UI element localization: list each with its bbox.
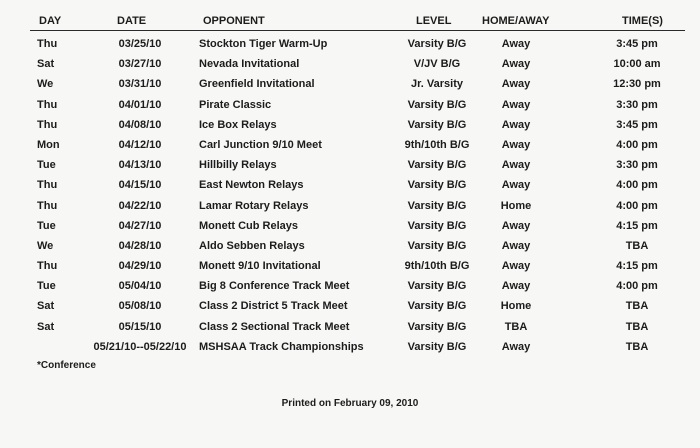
- cell-date: 05/04/10: [118, 280, 162, 293]
- cell-day: Thu: [37, 179, 58, 192]
- table-row: [0, 175, 700, 195]
- cell-day: Thu: [37, 260, 58, 273]
- cell-home-away: Away: [501, 260, 531, 273]
- cell-level: Varsity B/G: [407, 300, 467, 313]
- table-header: [0, 13, 700, 29]
- cell-opponent: Carl Junction 9/10 Meet: [199, 138, 322, 151]
- cell-level: Varsity B/G: [407, 98, 467, 111]
- cell-level: V/JV B/G: [413, 58, 461, 71]
- cell-date: 04/28/10: [118, 239, 162, 252]
- table-row: [0, 276, 700, 296]
- cell-time: 3:30 pm: [616, 159, 658, 172]
- cell-day: Tue: [37, 159, 56, 172]
- table-row: [0, 216, 700, 236]
- cell-home-away: TBA: [504, 320, 528, 333]
- header-times: TIME(S): [622, 15, 663, 27]
- cell-opponent: Monett Cub Relays: [199, 219, 299, 232]
- cell-day: Sat: [37, 320, 55, 333]
- cell-home-away: Home: [500, 199, 532, 212]
- cell-level: Jr. Varsity: [411, 78, 463, 91]
- cell-level: Varsity B/G: [407, 280, 467, 293]
- cell-time: 4:15 pm: [616, 260, 658, 273]
- table-row: [0, 296, 700, 316]
- table-row: [0, 74, 700, 94]
- header-day: DAY: [39, 15, 62, 27]
- cell-home-away: Away: [501, 38, 531, 50]
- cell-level: Varsity B/G: [407, 340, 467, 353]
- cell-date: 05/15/10: [118, 320, 162, 333]
- cell-level: Varsity B/G: [407, 219, 467, 232]
- cell-home-away: Away: [501, 138, 531, 151]
- cell-date: 05/21/10--05/22/10: [93, 340, 187, 353]
- cell-time: 12:30 pm: [613, 78, 661, 91]
- table-row: [0, 155, 700, 175]
- cell-home-away: Away: [501, 159, 531, 172]
- cell-date: 04/15/10: [118, 179, 162, 192]
- table-row: [0, 256, 700, 276]
- cell-day: Thu: [37, 98, 58, 111]
- table-row: [0, 337, 700, 357]
- cell-time: 3:45 pm: [616, 38, 658, 50]
- header-divider: [30, 30, 685, 31]
- cell-time: 3:30 pm: [616, 98, 658, 111]
- cell-opponent: Hillbilly Relays: [199, 159, 277, 172]
- cell-date: 03/25/10: [118, 38, 162, 50]
- cell-date: 04/29/10: [118, 260, 162, 273]
- printed-date: Printed on February 09, 2010: [281, 398, 419, 409]
- cell-time: 4:15 pm: [616, 219, 658, 232]
- cell-day: Tue: [37, 280, 56, 293]
- cell-date: 04/27/10: [118, 219, 162, 232]
- cell-time: 4:00 pm: [616, 179, 658, 192]
- cell-level: Varsity B/G: [407, 159, 467, 172]
- header-opponent: OPPONENT: [203, 15, 265, 27]
- header-home-away: HOME/AWAY: [482, 15, 550, 27]
- footnote: *Conference: [37, 360, 96, 371]
- cell-date: 04/13/10: [118, 159, 162, 172]
- cell-date: 03/27/10: [118, 58, 162, 71]
- cell-day: We: [37, 78, 54, 91]
- cell-day: Thu: [37, 199, 58, 212]
- cell-time: TBA: [625, 239, 649, 252]
- cell-day: We: [37, 239, 54, 252]
- table-row: [0, 95, 700, 115]
- cell-opponent: MSHSAA Track Championships: [199, 340, 364, 353]
- cell-date: 03/31/10: [118, 78, 162, 91]
- cell-date: 04/22/10: [118, 199, 162, 212]
- header-date: DATE: [117, 15, 147, 27]
- cell-level: Varsity B/G: [407, 38, 467, 50]
- cell-opponent: Pirate Classic: [199, 98, 272, 111]
- cell-opponent: East Newton Relays: [199, 179, 304, 192]
- cell-day: Mon: [37, 138, 60, 151]
- table-row: [0, 317, 700, 337]
- cell-level: 9th/10th B/G: [404, 260, 470, 273]
- cell-level: Varsity B/G: [407, 239, 467, 252]
- cell-time: 10:00 am: [613, 58, 661, 71]
- cell-level: 9th/10th B/G: [404, 138, 470, 151]
- cell-opponent: Stockton Tiger Warm-Up: [199, 38, 328, 50]
- cell-home-away: Away: [501, 78, 531, 91]
- cell-date: 04/12/10: [118, 138, 162, 151]
- cell-home-away: Away: [501, 340, 531, 353]
- cell-time: 4:00 pm: [616, 138, 658, 151]
- cell-opponent: Class 2 Sectional Track Meet: [199, 320, 350, 333]
- cell-date: 04/01/10: [118, 98, 162, 111]
- table-row: [0, 135, 700, 155]
- table-row: [0, 236, 700, 256]
- schedule-table: [0, 34, 700, 357]
- cell-time: TBA: [625, 320, 649, 333]
- cell-opponent: Nevada Invitational: [199, 58, 300, 71]
- table-row: [0, 54, 700, 74]
- cell-home-away: Away: [501, 239, 531, 252]
- cell-opponent: Aldo Sebben Relays: [199, 239, 305, 252]
- cell-level: Varsity B/G: [407, 199, 467, 212]
- table-row: [0, 34, 700, 54]
- cell-home-away: Away: [501, 58, 531, 71]
- cell-day: Sat: [37, 58, 55, 71]
- table-row: [0, 115, 700, 135]
- cell-home-away: Away: [501, 280, 531, 293]
- cell-day: Tue: [37, 219, 56, 232]
- header-level: LEVEL: [416, 15, 452, 27]
- cell-time: 4:00 pm: [616, 280, 658, 293]
- cell-home-away: Away: [501, 118, 531, 131]
- cell-opponent: Class 2 District 5 Track Meet: [199, 300, 348, 313]
- cell-opponent: Big 8 Conference Track Meet: [199, 280, 350, 293]
- cell-time: 4:00 pm: [616, 199, 658, 212]
- cell-home-away: Away: [501, 98, 531, 111]
- cell-date: 04/08/10: [118, 118, 162, 131]
- cell-opponent: Lamar Rotary Relays: [199, 199, 309, 212]
- cell-opponent: Monett 9/10 Invitational: [199, 260, 321, 273]
- cell-day: Sat: [37, 300, 55, 313]
- table-row: [0, 196, 700, 216]
- cell-date: 05/08/10: [118, 300, 162, 313]
- cell-day: Thu: [37, 38, 58, 50]
- cell-level: Varsity B/G: [407, 179, 467, 192]
- cell-time: TBA: [625, 300, 649, 313]
- cell-home-away: Home: [500, 300, 532, 313]
- cell-opponent: Greenfield Invitational: [199, 78, 315, 91]
- cell-level: Varsity B/G: [407, 320, 467, 333]
- cell-opponent: Ice Box Relays: [199, 118, 277, 131]
- cell-home-away: Away: [501, 219, 531, 232]
- cell-time: 3:45 pm: [616, 118, 658, 131]
- cell-time: TBA: [625, 340, 649, 353]
- cell-level: Varsity B/G: [407, 118, 467, 131]
- cell-day: Thu: [37, 118, 58, 131]
- cell-home-away: Away: [501, 179, 531, 192]
